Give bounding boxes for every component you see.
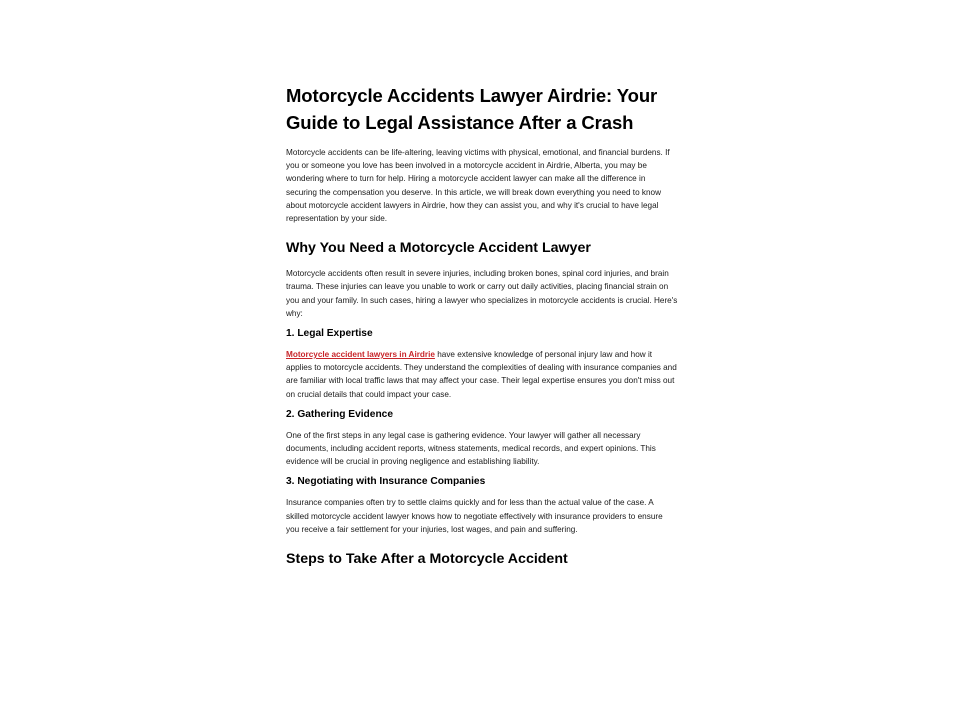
legal-expertise-paragraph xyxy=(286,348,678,401)
section-heading-why: Why You Need a Motorcycle Accident Lawyer xyxy=(286,240,591,257)
gathering-evidence-paragraph: One of the first steps in any legal case is gathering evidence. Your lawyer will gather all necessary documents, including accident reports, witness statements, medical records, and expert opinions. This evidence will be crucial in proving negligence and establishing liability. xyxy=(286,430,656,467)
intro-paragraph: Motorcycle accidents can be life-altering, leaving victims with physical, emotional, and financial burdens. If you or someone you love has been involved in a motorcycle accident in Airdrie, Alberta, you may be wondering where to turn for help. Hiring a motorcycle accident lawyer can make all the difference in securing the compensation you deserve. In this article, we will break down everything you need to know about motorcycle accident lawyers in Airdrie, how they can assist you, and why it's crucial to have legal representation by your side. xyxy=(286,148,670,224)
section-heading-steps: Steps to Take After a Motorcycle Accident xyxy=(286,551,568,568)
legal-expertise-text: have extensive knowledge of personal injury law and how it applies to motorcycle accidents. They understand the complexities of dealing with insurance companies and are familiar with local traffic laws that may affect your case. Their legal expertise ensures you don't miss out on crucial details that could impact your case. xyxy=(286,350,677,399)
document-page xyxy=(286,82,678,568)
point-heading-legal-expertise: 1. Legal Expertise xyxy=(286,328,373,340)
point-heading-gathering-evidence: 2. Gathering Evidence xyxy=(286,408,394,420)
why-intro-paragraph: Motorcycle accidents often result in severe injuries, including broken bones, spinal cord injuries, and brain trauma. These injuries can leave you unable to work or carry out daily activities, placing financial strain on you and your family. In such cases, hiring a lawyer who specializes in motorcycle accidents is crucial. Here's why: xyxy=(286,269,678,318)
negotiating-paragraph: Insurance companies often try to settle claims quickly and for less than the actual value of the case. A skilled motorcycle accident lawyer knows how to negotiate effectively with insurance providers to ensure you receive a fair settlement for your injuries, lost wages, and pain and suffering. xyxy=(286,498,663,534)
point-heading-negotiating: 3. Negotiating with Insurance Companies xyxy=(286,476,486,488)
article-title: Motorcycle Accidents Lawyer Airdrie: Your Guide to Legal Assistance After a Crash xyxy=(286,85,658,133)
airdrie-lawyers-link[interactable]: Motorcycle accident lawyers in Airdrie xyxy=(286,350,435,360)
